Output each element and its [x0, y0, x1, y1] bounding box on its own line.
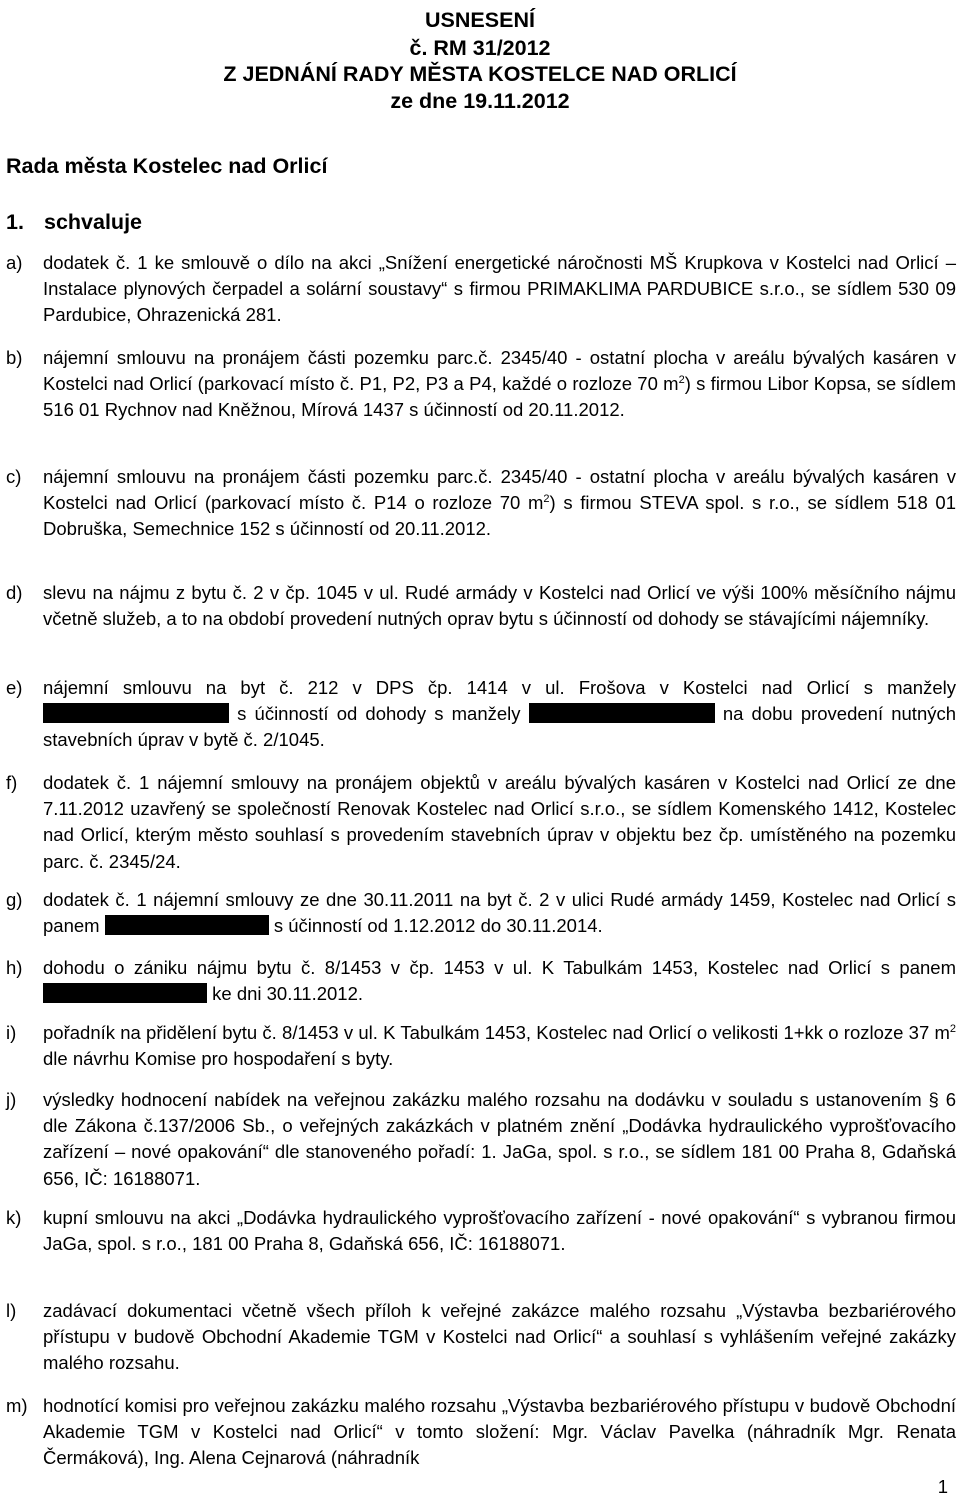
item-text	[43, 675, 956, 754]
item-text-part: ke dni 30.11.2012.	[212, 983, 364, 1005]
item-label: l)	[6, 1300, 17, 1321]
item-label: b)	[6, 347, 23, 368]
item-text: hodnotící komisi pro veřejnou zakázku malého rozsahu „Výstavba bezbariérového přístupu v budově Obchodní Akademie TGM v Kostelci nad Orlicí“ v tomto složení: Mgr. Václav Pavelka (náhradník Mgr. Renata Čermáková), Ing. Alena Cejnarová (náhradník	[43, 1395, 956, 1469]
resolution-number: č. RM 31/2012	[409, 36, 551, 60]
item-h	[6, 955, 956, 1007]
item-text	[43, 345, 956, 424]
item-text-part: ) s firmou STEVA spol. s r.o., se sídlem 518 01 Dobruška, Semechnice 152 s účinností od 20.11.2012.	[43, 492, 956, 540]
item-label: i)	[6, 1022, 17, 1043]
superscript: 2	[949, 1022, 956, 1035]
item-label: k)	[6, 1207, 22, 1228]
item-text-part: nájemní smlouvu na pronájem části pozemku parc.č. 2345/40 - ostatní plocha v areálu bývalých kasáren v Kostelci nad Orlicí (parkovací místo č. P1, P2, P3 a P4, každé o rozloze 70 m	[43, 347, 956, 395]
item-text: zadávací dokumentaci včetně všech příloh k veřejné zakázce malého rozsahu „Výstavba bezbariérového přístupu v budově Obchodní Akademie TGM v Kostelci nad Orlicí“ a souhlasí s vyhlášením veřejné zakázky malého rozsahu.	[43, 1300, 956, 1374]
item-j	[6, 1087, 956, 1192]
item-text-part: s účinností od 1.12.2012 do 30.11.2014.	[273, 915, 603, 937]
item-text: kupní smlouvu na akci „Dodávka hydraulického vyprošťovacího zařízení - nové opakování“ s vybranou firmou JaGa, spol. s r.o., 181 00 Praha 8, Gdaňská 656, IČ: 16188071.	[43, 1207, 956, 1255]
item-text-part: s účinností od dohody s manžely	[237, 703, 521, 725]
section-heading	[6, 208, 142, 236]
superscript: 2	[678, 374, 685, 387]
item-i	[6, 1020, 956, 1072]
item-text: slevu na nájmu z bytu č. 2 v čp. 1045 v ul. Rudé armády v Kostelci nad Orlicí ve výši 100% měsíčního nájmu včetně služeb, a to na období provedení nutných oprav bytu s účinností od dohody se stávajícími nájemníky.	[43, 582, 956, 630]
item-text-part: na dobu provedení nutných stavebních úprav v bytě č. 2/1045.	[43, 703, 957, 751]
item-label: f)	[6, 772, 18, 793]
section-number: 1.	[6, 210, 24, 234]
item-text-part: dodatek č. 1 nájemní smlouvy ze dne 30.11.2011 na byt č. 2 v ulici Rudé armády 1459, Kostelec nad Orlicí s panem	[43, 889, 956, 937]
redaction-bar	[105, 915, 269, 935]
item-label: c)	[6, 466, 22, 487]
council-name: Rada města Kostelec nad Orlicí	[6, 154, 328, 178]
item-k	[6, 1205, 956, 1257]
doc-title: USNESENÍ	[425, 8, 535, 32]
item-a	[6, 250, 956, 329]
item-label: g)	[6, 889, 23, 910]
item-text-part: ) s firmou Libor Kopsa, se sídlem 516 01 Rychnov nad Kněžnou, Mírová 1437 s účinností od 20.11.2012.	[43, 373, 956, 421]
meeting-date: ze dne 19.11.2012	[390, 89, 570, 113]
item-text	[43, 1020, 956, 1072]
section-title: schvaluje	[44, 210, 142, 234]
item-d	[6, 580, 956, 632]
item-label: a)	[6, 252, 23, 273]
superscript: 2	[543, 493, 550, 506]
item-text-part: nájemní smlouvu na pronájem části pozemku parc.č. 2345/40 - ostatní plocha v areálu bývalých kasáren v Kostelci nad Orlicí (parkovací místo č. P14 o rozloze 70 m	[43, 466, 956, 514]
item-text: dodatek č. 1 ke smlouvě o dílo na akci „Snížení energetické náročnosti MŠ Krupkova v Kostelci nad Orlicí – Instalace plynových čerpadel a solární soustavy“ s firmou PRIMAKLIMA PARDUBICE s.r.o., se sídlem 530 09 Pardubice, Ohrazenická 281.	[43, 252, 956, 326]
redaction-bar	[529, 703, 715, 723]
meeting-title: Z JEDNÁNÍ RADY MĚSTA KOSTELCE NAD ORLICÍ	[223, 62, 737, 86]
item-text-part: nájemní smlouvu na byt č. 212 v DPS čp. 1414 v ul. Frošova v Kostelci nad Orlicí s manžely	[43, 677, 956, 698]
item-text: výsledky hodnocení nabídek na veřejnou zakázku malého rozsahu na dodávku v souladu s ustanovením § 6 dle Zákona č.137/2006 Sb., o veřejných zakázkách v platném znění „Dodávka hydraulického vyprošťovacího zařízení – nové opakování“ dle stanoveného pořadí: 1. JaGa, spol. s r.o., se sídlem 181 00 Praha 8, Gdaňská 656, IČ: 16188071.	[43, 1089, 956, 1189]
item-text-part: dohodu o zániku nájmu bytu č. 8/1453 v čp. 1453 v ul. K Tabulkám 1453, Kostelec nad Orlicí s panem	[43, 957, 956, 978]
item-e	[6, 675, 956, 754]
item-label: h)	[6, 957, 23, 978]
item-label: m)	[6, 1395, 28, 1416]
item-label: d)	[6, 582, 23, 603]
item-label: e)	[6, 677, 23, 698]
item-text: dodatek č. 1 nájemní smlouvy na pronájem objektů v areálu bývalých kasáren v Kostelci nad Orlicí ze dne 7.11.2012 uzavřený se společností Renovak Kostelec nad Orlicí s.r.o., se sídlem Komenského 1412, Kostelec nad Orlicí, kterým město souhlasí s provedením stavebních úprav v objektu bez čp. umístěného na pozemku parc. č. 2345/24.	[43, 772, 956, 872]
item-text-part: pořadník na přidělení bytu č. 8/1453 v ul. K Tabulkám 1453, Kostelec nad Orlicí o velikosti 1+kk o rozloze 37 m	[43, 1022, 950, 1043]
item-text-part: dle návrhu Komise pro hospodaření s byty.	[43, 1048, 394, 1070]
item-label: j)	[6, 1089, 17, 1110]
item-f	[6, 770, 956, 875]
redaction-bar	[43, 983, 207, 1003]
redaction-bar	[43, 703, 229, 723]
item-m	[6, 1393, 956, 1472]
item-text	[43, 464, 956, 543]
item-text	[43, 887, 956, 939]
item-l	[6, 1298, 956, 1377]
item-c	[6, 464, 956, 543]
item-text	[43, 955, 956, 1007]
item-g	[6, 887, 956, 939]
item-b	[6, 345, 956, 424]
page-number: 1	[937, 1476, 948, 1497]
